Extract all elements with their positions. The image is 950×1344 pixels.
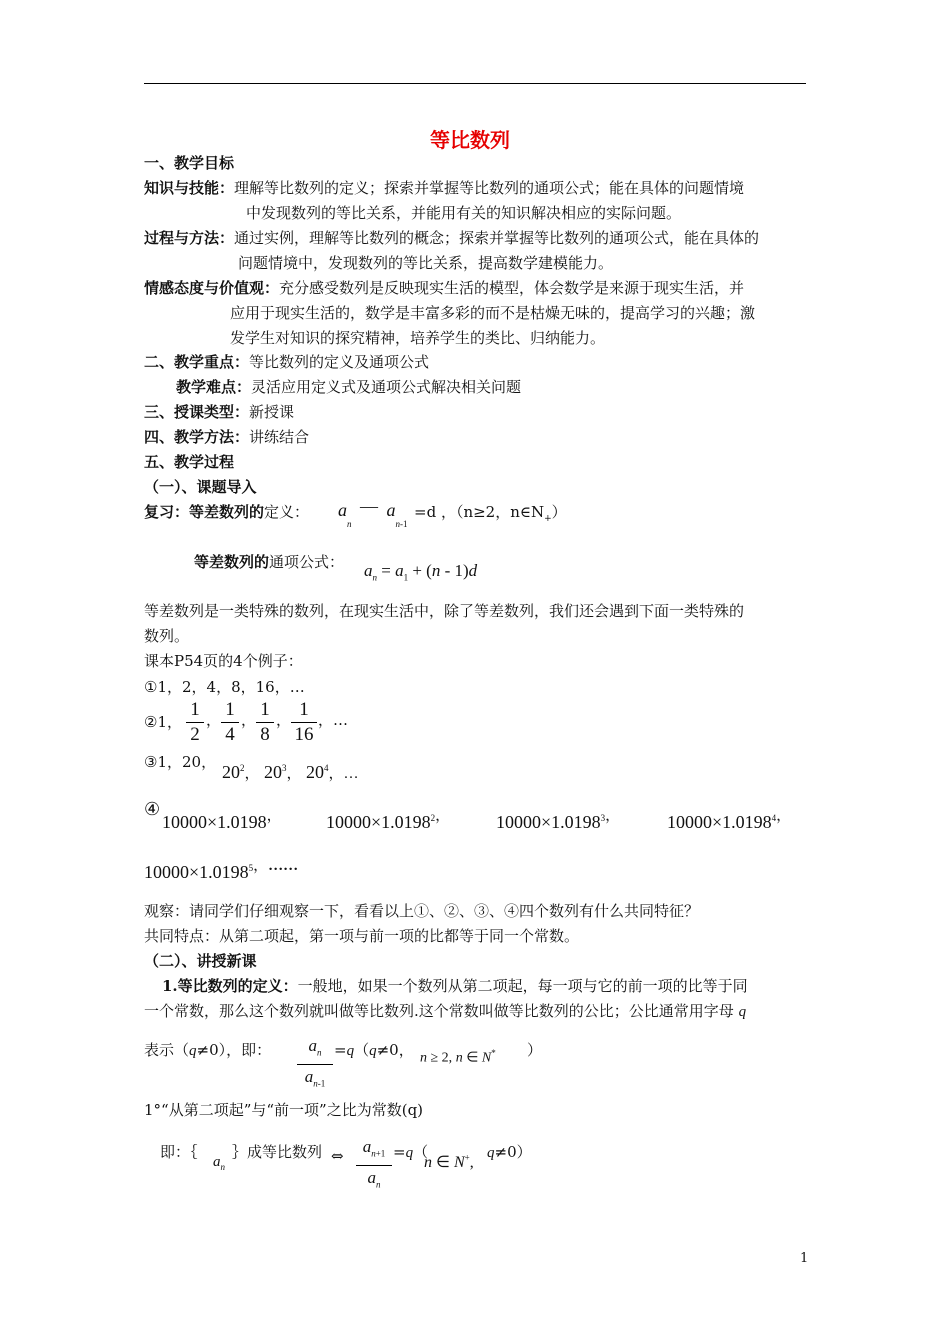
observe-text: 观察：请同学们仔细观察一下，看看以上①、②、③、④四个数列有什么共同特征？ — [144, 902, 700, 920]
comma: ， — [206, 711, 222, 729]
example-3-prefix: ③1，20， — [144, 753, 217, 771]
part2-heading: （二）、讲授新课 — [144, 952, 257, 970]
comma-ellipsis: ，… — [318, 711, 349, 729]
note-2-seq: ｝成等比数列 — [232, 1143, 323, 1161]
review-formula-tail: =d ，（n≥2，$n\in N_+$） — [414, 503, 567, 524]
comma: ， — [276, 711, 292, 729]
examples-label: 课本P54页的4个例子： — [144, 652, 303, 670]
definition-formula-intro: 表示（q≠0），即： — [144, 1041, 272, 1059]
section-heading: 一、教学目标 — [144, 154, 235, 172]
fraction-eighth: 1 8 — [256, 699, 274, 746]
page-number: 1 — [800, 1251, 809, 1266]
note-2-cond: q≠0） — [487, 1143, 532, 1161]
difficult-points: 教学难点：灵活应用定义式及通项公式解决相关问题 — [176, 378, 522, 396]
fraction-sixteenth: 1 16 — [291, 699, 317, 746]
page-title: 等比数列 — [430, 128, 510, 152]
emotion-line3: 发学生对知识的探究精神，培养学生的类比、归纳能力。 — [230, 329, 606, 347]
definition-line1: 1.等比数列的定义：一般地，如果一个数列从第二项起，每一项与它的前一项的比等于同 — [162, 977, 748, 995]
condition-n-in-N: n ∈ N+, — [424, 1152, 474, 1171]
intro-line2: 数列。 — [144, 627, 190, 645]
process-line1: 过程与方法：通过实例，理解等比数列的概念；探索并掌握等比数列的通项公式，能在具体的 — [144, 229, 760, 247]
example-4-term1: 10000×1.0198， — [162, 808, 282, 832]
general-formula-label: 等差数列的通项公式： — [194, 553, 345, 571]
knowledge-line2: 中发现数列的等比关系，并能用有关的知识解决相应的实际问题。 — [246, 204, 682, 222]
definition-line2: 一个常数，那么这个数列就叫做等比数列.这个常数叫做等比数列的公比；公比通常用字母 q — [144, 1002, 747, 1020]
example-2-prefix: ②1， — [144, 713, 182, 731]
intro-line1: 等差数列是一类特殊的数列，在现实生活中，除了等差数列，我们还会遇到下面一类特殊的 — [144, 602, 745, 620]
lesson-type: 三、授课类型：新授课 — [144, 403, 295, 421]
comma: ， — [241, 711, 257, 729]
common-text: 共同特点：从第二项起，第一项与前一项的比都等于同一个常数。 — [144, 927, 580, 945]
knowledge-line1: 知识与技能：理解等比数列的定义；探索并掌握等比数列的通项公式；能在具体的问题情境 — [144, 179, 745, 197]
part1-heading: （一）、课题导入 — [144, 478, 257, 496]
sequence-an: $a_n$ — [213, 1154, 225, 1172]
emotion-line2: 应用于现实生活的，数学是丰富多彩的而不是枯燥无味的，提高学习的兴趣；激 — [230, 304, 756, 322]
condition-n-geq-2: n ≥ 2, n ∈ N* — [420, 1048, 496, 1066]
general-formula: $a_n = a_1 + (n - 1)d$ — [364, 561, 478, 583]
example-1: ①1，2，4，8，16，… — [144, 678, 305, 696]
ratio-an-over-an-1: $a_n$ $a_{n-1}$ — [297, 1035, 333, 1095]
key-points: 二、教学重点：等比数列的定义及通项公式 — [144, 353, 430, 371]
equivalence-arrow: ⇔ — [331, 1147, 344, 1165]
definition-equals: =q（q≠0， — [334, 1041, 414, 1059]
review-formula: $a_n$ — $a_{n-1}$ — [338, 496, 408, 529]
example-3-terms: $20^2$， $20^3$， $20^4$，… — [222, 762, 359, 782]
header-rule — [144, 83, 806, 84]
note-2-label: 即：｛ — [160, 1143, 198, 1161]
close-paren: ） — [527, 1041, 543, 1059]
emotion-line1: 情感态度与价值观：充分感受数列是反映现实生活的模型，体会数学是来源于现实生活，并 — [144, 279, 745, 297]
teaching-method: 四、教学方法：讲练结合 — [144, 428, 310, 446]
note-2-equals: =q（ — [393, 1143, 429, 1161]
example-4-term3: $10000\times 1.0198^{3,}$ — [496, 808, 621, 832]
note-1: 1°“从第二项起”与“前一项”之比为常数(q) — [144, 1101, 424, 1119]
example-4-term2: $10000\times 1.0198^{2,}$ — [326, 808, 451, 832]
example-4-term4: $10000\times 1.0198^{4,}$ — [667, 808, 792, 832]
teaching-process: 五、教学过程 — [144, 453, 235, 471]
review-label: 复习：等差数列的定义： — [144, 503, 310, 521]
fraction-half: 1 2 — [186, 699, 204, 746]
fraction-quarter: 1 4 — [221, 699, 239, 746]
example-4-term5: $10000\times 1.0198^{5,\dots\dots}$ — [144, 858, 299, 882]
example-4-prefix: ④ — [144, 799, 161, 820]
process-line2: 问题情境中，发现数列的等比关系，提高数学建模能力。 — [238, 254, 614, 272]
ratio-an1-over-an: $a_{n+1}$ $a_n$ — [356, 1136, 392, 1196]
